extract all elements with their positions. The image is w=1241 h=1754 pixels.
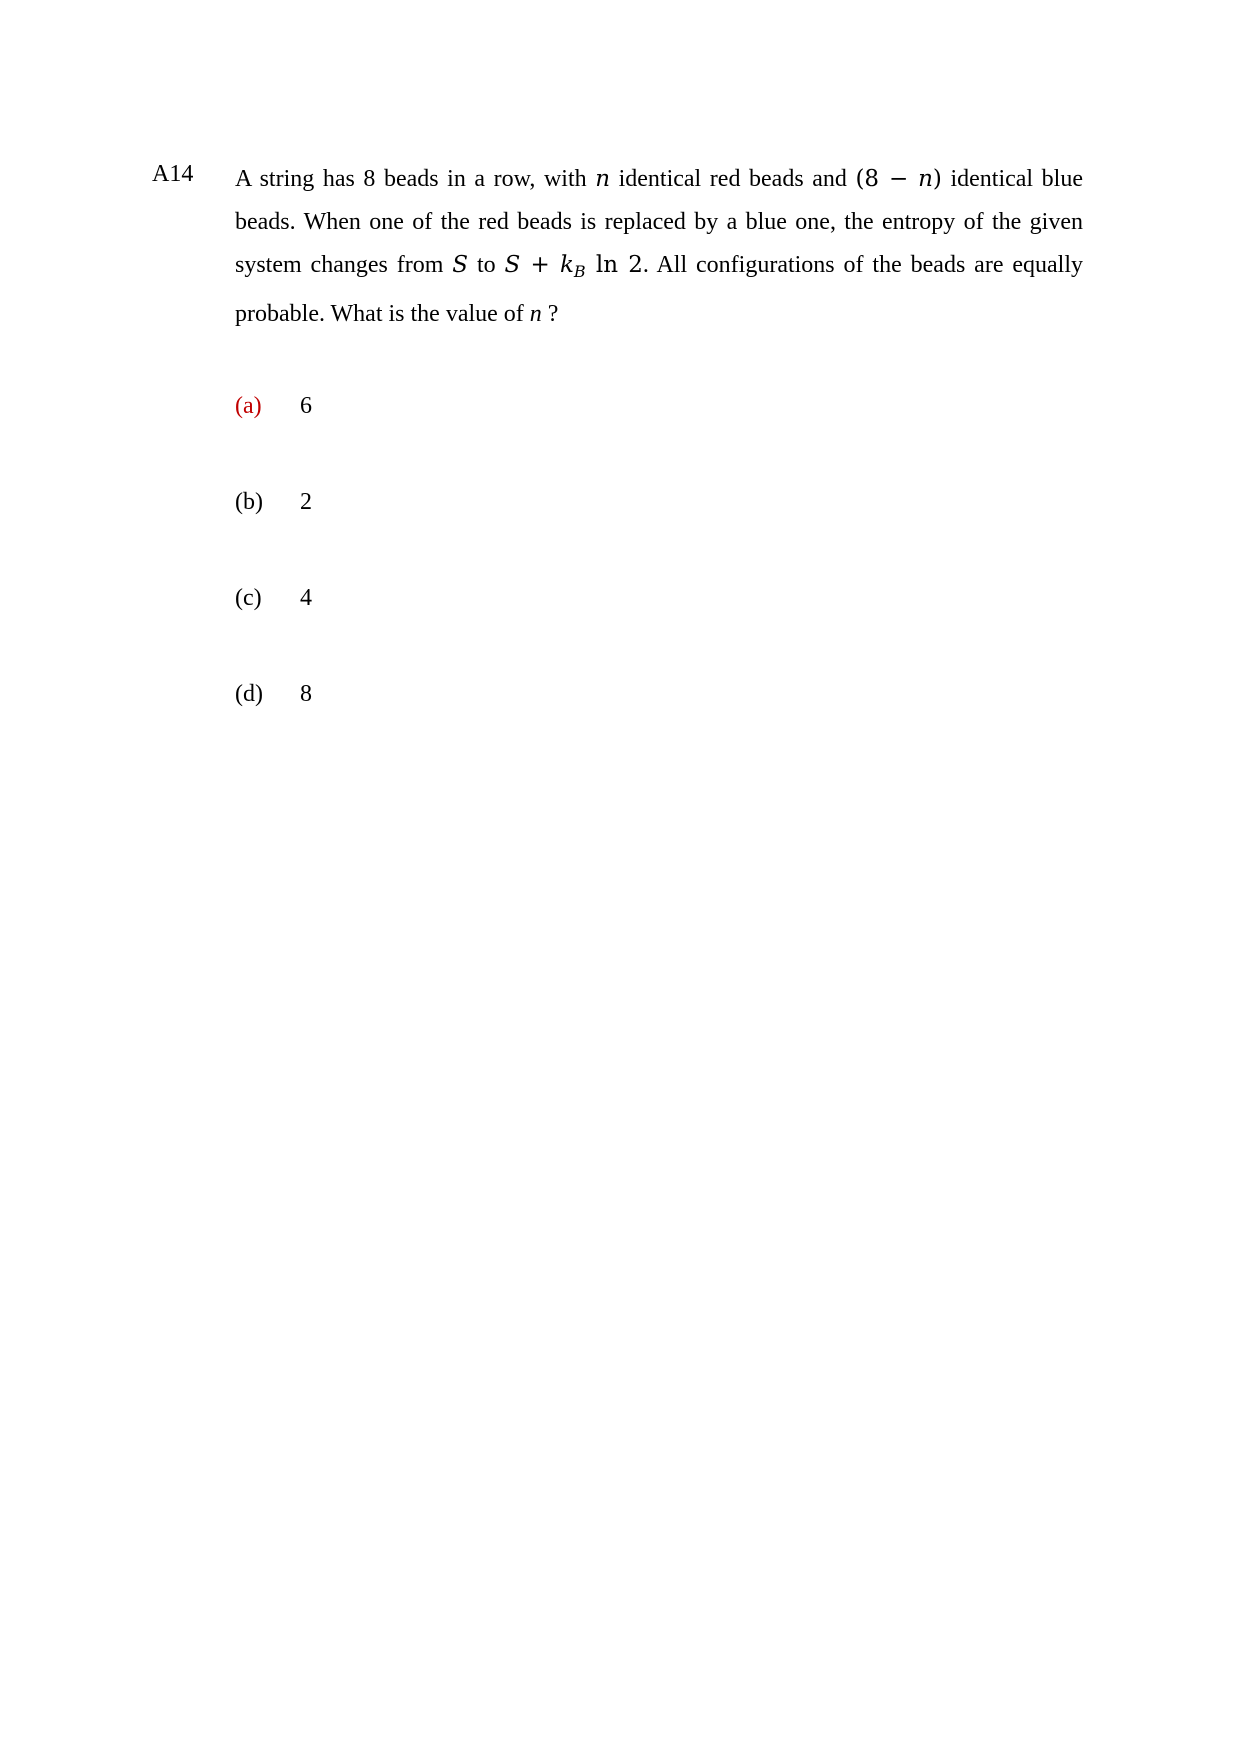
- variable-n: n: [595, 166, 611, 192]
- variable-S: S: [452, 252, 469, 278]
- math-expression: +: [520, 252, 560, 278]
- variable-S: S: [504, 252, 521, 278]
- subscript-B: B: [573, 262, 586, 281]
- option-label: (b): [235, 489, 263, 515]
- math-expression: (8 −: [855, 166, 919, 192]
- question-text-part: identical blue beads. When one of the red beads is replaced by a blue one, the entropy of the given system changes from: [235, 166, 1083, 278]
- question-number: A14: [152, 161, 194, 187]
- math-expression: ln 2: [585, 252, 643, 278]
- math-expression: ): [932, 166, 942, 192]
- option-label: (a): [235, 393, 262, 419]
- variable-n: n: [918, 166, 933, 192]
- question-text-part: to: [468, 252, 505, 278]
- option-label: (c): [235, 585, 262, 611]
- option-d[interactable]: [235, 678, 312, 710]
- option-value: 4: [300, 585, 312, 611]
- option-b[interactable]: [235, 486, 312, 518]
- question-text-part: A string has 8 beads in a row, with: [235, 166, 596, 192]
- variable-k: k: [559, 252, 574, 278]
- option-value: 8: [300, 681, 312, 707]
- question-text-part: . All configurations of the beads are equally probable. What is the value of: [235, 252, 1083, 327]
- question-text-part: identical red beads and: [610, 166, 856, 192]
- question-text-part: ?: [541, 301, 559, 327]
- option-value: 6: [300, 393, 312, 419]
- option-value: 2: [300, 489, 312, 515]
- question-text: [235, 158, 1083, 336]
- variable-n: n: [529, 301, 542, 327]
- option-c[interactable]: [235, 582, 312, 614]
- option-a[interactable]: [235, 390, 312, 422]
- option-label: (d): [235, 681, 263, 707]
